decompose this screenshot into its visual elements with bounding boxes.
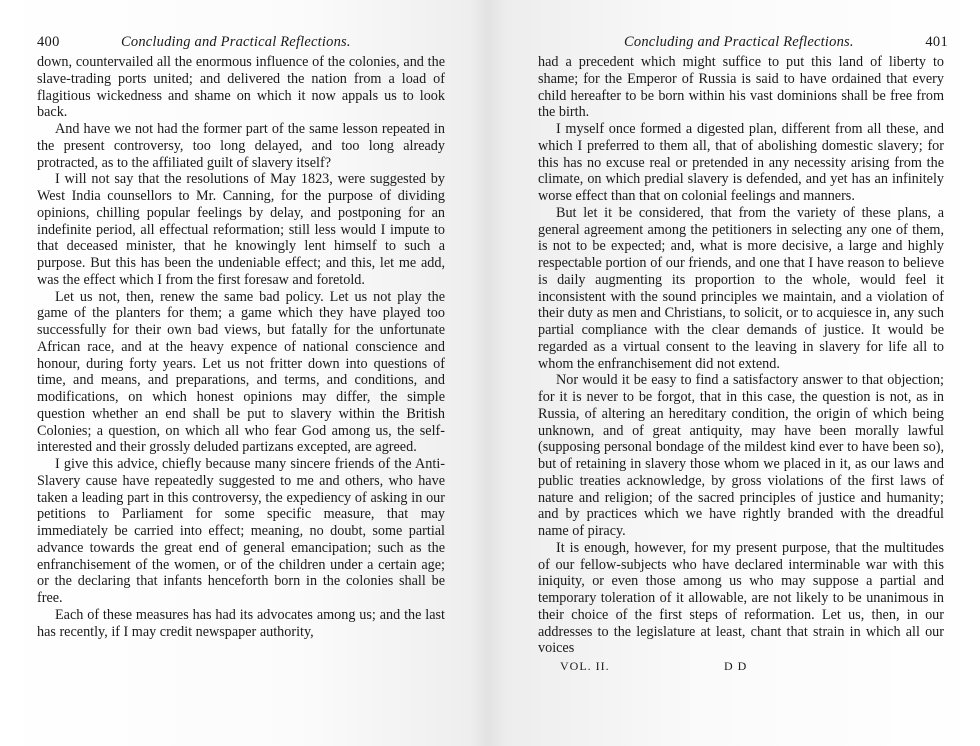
left-running-title: Concluding and Practical Reflections. [121, 34, 351, 50]
left-paragraph-1: down, countervailed all the enormous influence of the colonies, and the slave-trading ports united; and delivered the nation from a load of flagitious wickedness and shame on which it now appals us to look back. [37, 54, 445, 121]
left-paragraph-3: I will not say that the resolutions of May 1823, were suggested by West India counsellors to Mr. Canning, for the purpose of dividing opinions, chilling popular feelings by delay, and postponing for an indefinite period, all effectual reformation; still less would I impute to that deceased minister, that he knowingly lent himself to such a purpose. But this has been the undeniable effect; and this, let me add, was the effect which I from the first foresaw and foretold. [37, 171, 445, 288]
right-page-number: 401 [925, 34, 948, 50]
left-paragraph-4: Let us not, then, renew the same bad policy. Let us not play the game of the planters for them; a game which they have played too successfully for their own bad views, but fatally for the unfortunate African race, and at the heavy expence of national conscience and honour, during forty years. Let us not fritter down into questions of time, and means, and preparations, and terms, and conditions, and modifications, on which honest opinions may differ, the simple question whether an end shall be put to slavery within the British Colonies; a question, on which all who fear God among us, the self-interested and their grossly deluded partizans excepted, are agreed. [37, 288, 445, 456]
left-page-number: 400 [37, 34, 60, 50]
signature-line [538, 658, 944, 674]
right-page [538, 32, 948, 674]
right-paragraph-4: Nor would it be easy to find a satisfactory answer to that objection; for it is never to be forgot, that in this case, the question is not, as in Russia, of altering an hereditary condition, the origin of which being unknown, and of great antiquity, may have been morally lawful (supposing personal bondage of the mildest kind ever to have been so), but of retaining in slavery those whom we placed in it, as our laws and public treaties acknowledge, by gross violations of the first laws of nature and religion; of the sacred principles of justice and humanity; and by practices which we have rightly branded with the dreadful name of piracy. [538, 372, 944, 539]
right-running-title: Concluding and Practical Reflections. [624, 34, 854, 50]
left-paragraph-2: And have we not had the former part of the same lesson repeated in the present controversy, too long delayed, and too long already protracted, as to the affiliated guilt of slavery itself? [37, 121, 445, 171]
right-paragraph-5: It is enough, however, for my present purpose, that the multitudes of our fellow-subjects who have declared interminable war with this iniquity, or even those among us who may suppose a partial and temporary toleration of it allowable, are not likely to be unanimous in their choice of the first steps of reformation. Let us, then, in our addresses to the legislature at least, chant that strain in which all our voices [538, 539, 944, 657]
right-paragraph-1: had a precedent which might suffice to put this land of liberty to shame; for the Emperor of Russia is said to have ordained that every child hereafter to be born within his vast dominions shall be free from the birth. [538, 54, 944, 121]
left-body-text [37, 54, 445, 640]
right-body-text [538, 54, 944, 657]
right-running-head [538, 32, 948, 52]
left-page [37, 32, 445, 640]
left-paragraph-5: I give this advice, chiefly because many sincere friends of the Anti-Slavery cause have repeatedly suggested to me and others, who have taken a leading part in this controversy, the expediency of asking in our petitions to Parliament for some specific measure, that may immediately be carried into effect; meaning, no doubt, some partial advance towards the great end of general emancipation; such as the enfranchisement of the women, or of the children under a certain age; or the declaring that infants henceforth born in the colonies shall be free. [37, 456, 445, 606]
volume-signature: VOL. II. [560, 659, 610, 673]
left-paragraph-6: Each of these measures has had its advocates among us; and the last has recently, if I may credit newspaper authority, [37, 606, 445, 640]
right-paragraph-2: I myself once formed a digested plan, different from all these, and which I preferred to them all, that of abolishing domestic slavery; for this has no excuse real or pretended in any necessity arising from the climate, on which predial slavery is defended, and yet has an infinitely worse effect than that on colonial feelings and manners. [538, 121, 944, 204]
left-running-head [37, 32, 445, 52]
gathering-signature: D D [724, 659, 748, 673]
right-paragraph-3: But let it be considered, that from the variety of these plans, a general agreement among the petitioners in selecting any one of them, is not to be expected; and, what is more decisive, a large and highly respectable portion of our friends, and one that I have reason to believe is daily augmenting its proportion to the whole, would feel it inconsistent with the sound principles we maintain, and a violation of their duty as men and Christians, to solicit, or to acquiesce in, any such partial compliance with the clear demands of justice. It would be regarded as a virtual consent to the leaving in slavery for life all to whom the enfranchisement did not extend. [538, 204, 944, 372]
